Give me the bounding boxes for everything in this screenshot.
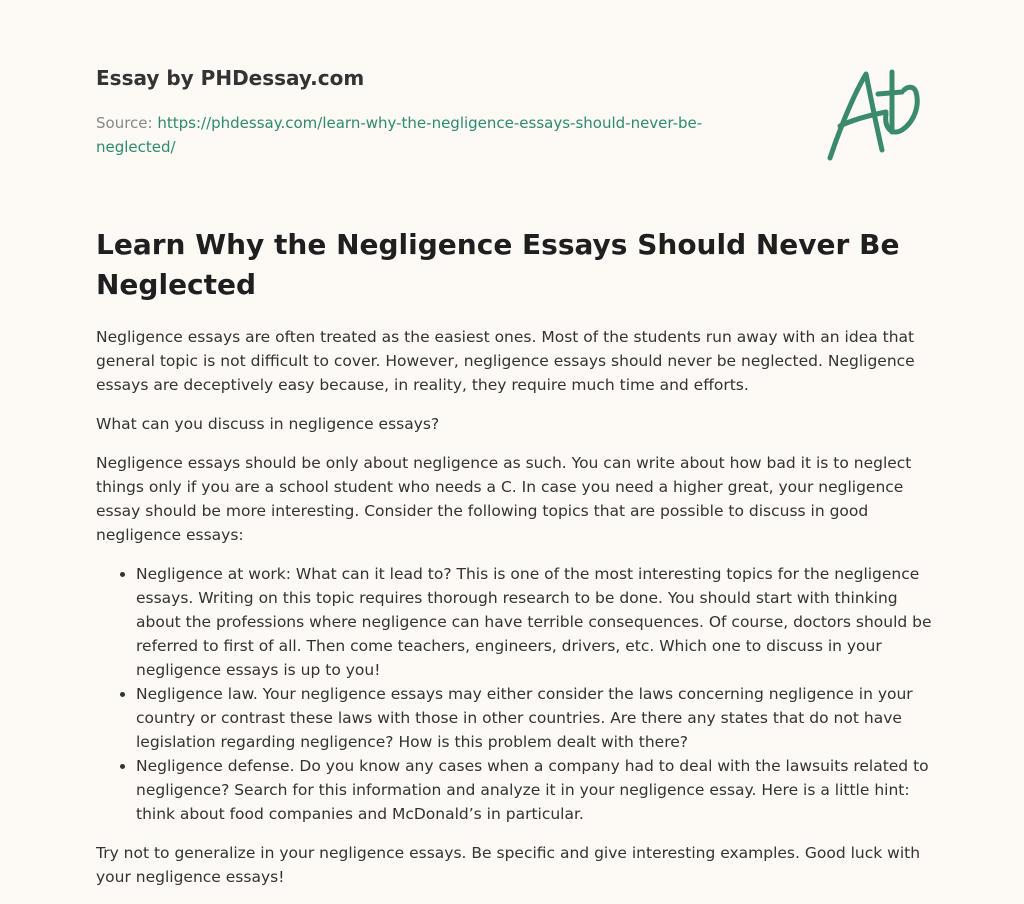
a-plus-logo-icon bbox=[826, 66, 930, 164]
list-item: • Negligence defense. Do you know any cases when a company had to deal with the lawsuits related to negligence? Search for this information and analyze it in your negligence essay. Here is a little hint: think about food companies and McDonald’s in particular. bbox=[136, 754, 932, 826]
article-body bbox=[96, 325, 932, 904]
brand-title: Essay by PHDessay.com bbox=[96, 66, 365, 90]
question-paragraph: What can you discuss in negligence essays? bbox=[96, 415, 440, 433]
list-item: • Negligence law. Your negligence essays may either consider the laws concerning negligence in your country or contrast these laws with those in other countries. Are there any states that do not have legislation regarding negligence? How is this problem dealt with there? bbox=[136, 682, 932, 754]
source-link[interactable]: https://phdessay.com/learn-why-the-negligence-essays-should-never-be-neglected/ bbox=[96, 114, 703, 156]
list-item: • Negligence at work: What can it lead to? This is one of the most interesting topics for the negligence essays. Writing on this topic requires thorough research to be done. You should start with thinking about the professions where negligence can have terrible consequences. Of course, doctors should be referred to first of all. Then come teachers, engineers, drivers, etc. Which one to discuss in your negligence essays is up to you! bbox=[136, 562, 932, 682]
intro-paragraph: Negligence essays are often treated as the easiest ones. Most of the students run away with an idea that general topic is not difficult to cover. However, negligence essays should never be neglected. Negligence essays are deceptively easy because, in reality, they require much time and efforts. bbox=[96, 328, 915, 394]
source-line bbox=[96, 111, 736, 159]
topics-intro-paragraph: Negligence essays should be only about negligence as such. You can write about how bad it is to neglect things only if you are a school student who needs a C. In case you need a higher great, your negligence essay should be more interesting. Consider the following topics that are possible to discuss in good negligence essays: bbox=[96, 454, 912, 544]
topics-list bbox=[96, 562, 932, 826]
closing-paragraph: Try not to generalize in your negligence essays. Be specific and give interesting examples. Good luck with your negligence essays! bbox=[96, 844, 921, 886]
article-title: Learn Why the Negligence Essays Should Never Be Neglected bbox=[96, 228, 900, 301]
source-label: Source: bbox=[96, 114, 153, 132]
